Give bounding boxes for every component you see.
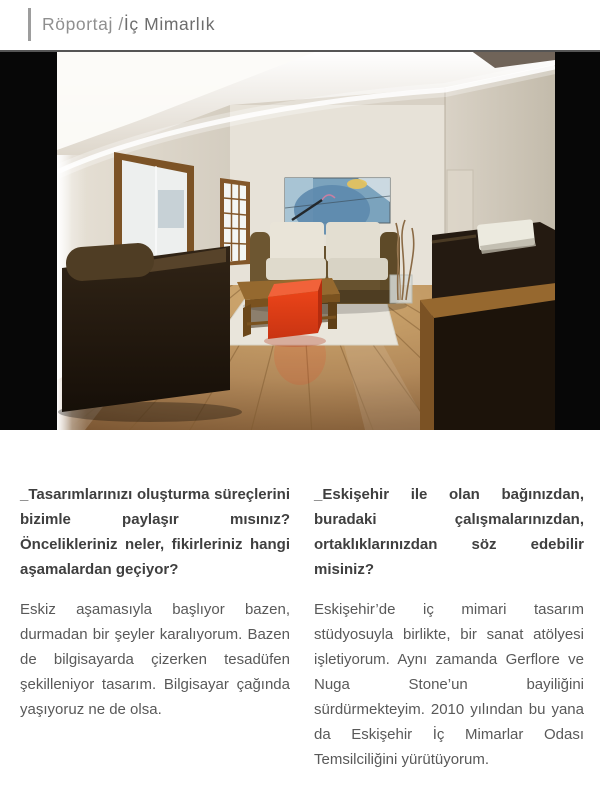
interview-answer-1: Eskiz aşamasıyla başlıyor bazen, durmadan bir şeyler karalıyorum. Bazen de bilgisayarda çizerken tesadüfen şekilleniyor tasarım. Bilgisayar çağında yaşıyoruz ne de olsa. [20, 601, 290, 718]
page-header [0, 0, 600, 50]
orange-cube-table [264, 279, 326, 347]
article-column-left [20, 482, 290, 772]
article-column-right [314, 482, 584, 772]
interior-render-illustration [0, 50, 600, 430]
interview-answer-2: Eskişehir’de iç mimari tasarım stüdyosuyla birlikte, bir sanat atölyesi işletiyorum. Aynı zamanda Gerflore ve Nuga Stone’un bayiliğini sürdürmekteyim. 2010 yılından bu yana da Eskişehir İç Mimarlar Odası Temsilciliğini yürütüyorum. [314, 601, 584, 768]
section-label: Röportaj / [42, 14, 124, 34]
interview-question-1: _Tasarımlarınızı oluşturma süreçlerini bizimle paylaşır mısınız? Öncelikleriniz neler, fikirleriniz hangi aşamalardan geçiyor? [20, 486, 290, 578]
header-rule [28, 8, 31, 41]
hero-image [0, 50, 600, 430]
page-title [42, 8, 215, 41]
wood-side-table [420, 283, 556, 430]
interview-question-2: _Eskişehir ile olan bağınızdan, buradaki çalışmalarınızdan, ortaklıklarınızdan söz edebilir misiniz? [314, 486, 584, 578]
topic-label: İç Mimarlık [123, 14, 216, 34]
article-body [0, 482, 600, 772]
image-top-border [0, 50, 600, 52]
